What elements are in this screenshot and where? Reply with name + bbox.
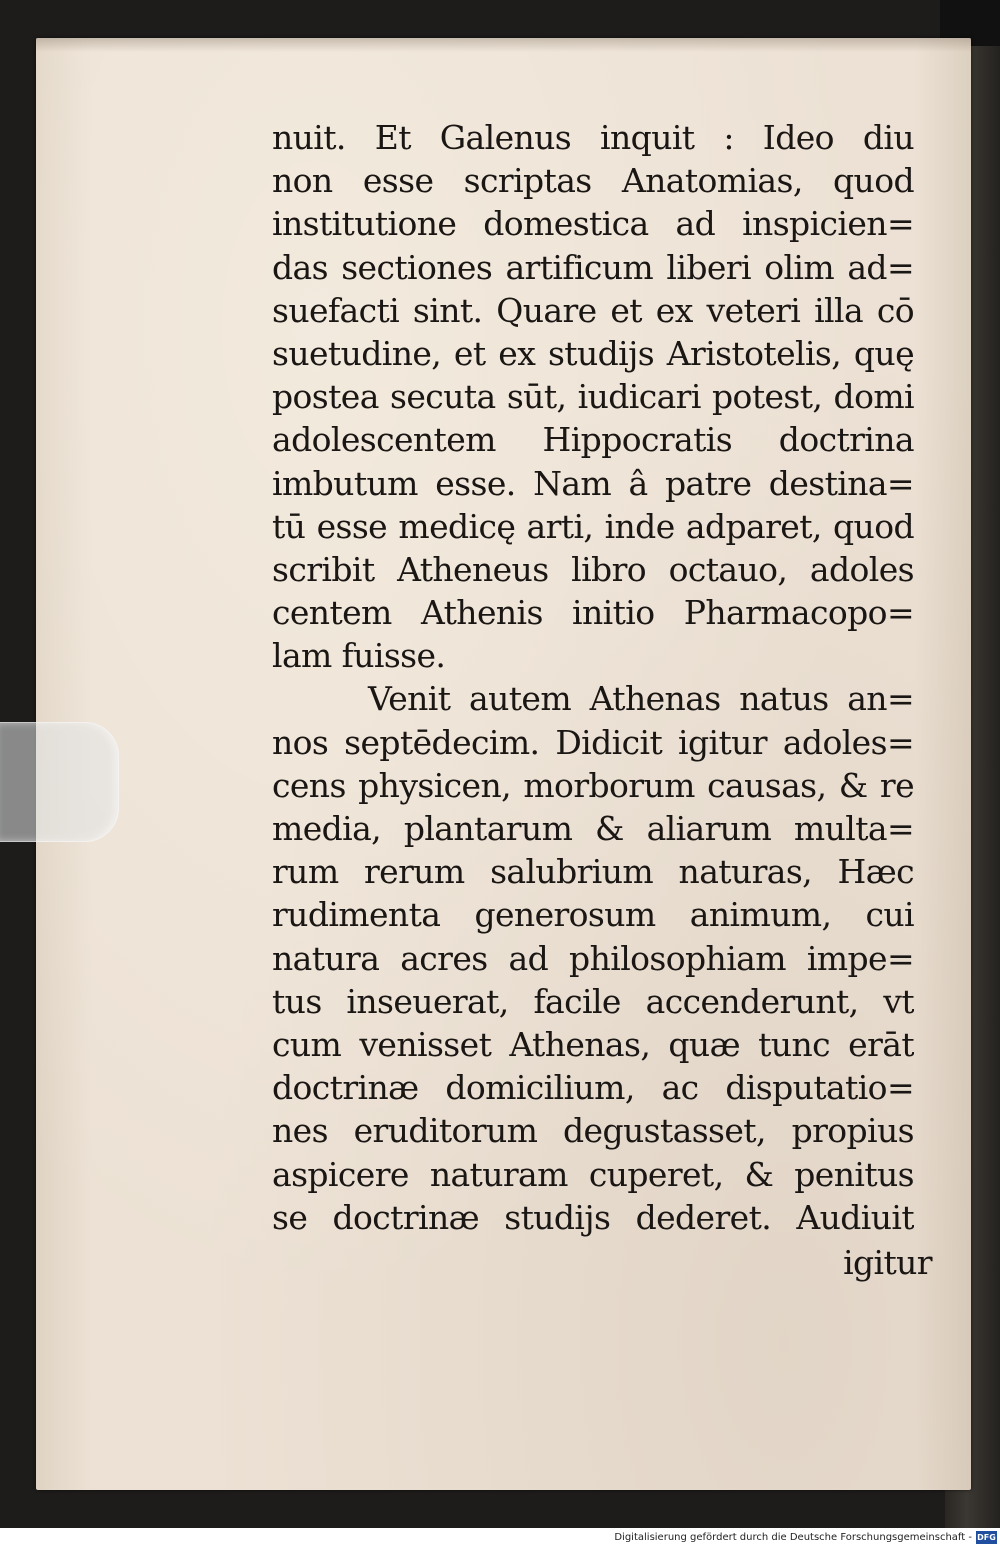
text-line: nes eruditorum degustasset, propius bbox=[272, 1111, 914, 1151]
text-line: cum venisset Athenas, quæ tunc erāt bbox=[272, 1024, 914, 1064]
text-line: centem Athenis initio Pharmacopo= bbox=[272, 593, 914, 633]
text-line: nuit. Et Galenus inquit : Ideo diu bbox=[272, 118, 914, 157]
text-line: se doctrinæ studijs dederet. Audiuit bbox=[272, 1197, 914, 1237]
text-line: tū esse medicę arti, inde adparet, quod bbox=[272, 506, 914, 546]
paragraph-start-line: Venit autem Athenas natus an= bbox=[368, 679, 914, 719]
text-line: institutione domestica ad inspicien= bbox=[272, 204, 914, 244]
text-line: nos septēdecim. Didicit igitur adoles= bbox=[272, 722, 914, 762]
text-line: doctrinæ domicilium, ac disputatio= bbox=[272, 1068, 914, 1108]
text-line: imbutum esse. Nam â patre destina= bbox=[272, 463, 914, 503]
text-line: tus inseuerat, facile accenderunt, vt bbox=[272, 981, 914, 1021]
text-line: rudimenta generosum animum, cui bbox=[272, 895, 914, 935]
text-line: postea secuta sūt, iudicari potest, domi bbox=[272, 377, 914, 417]
text-line: suetudine, et ex studijs Aristotelis, quę bbox=[272, 333, 914, 373]
catchword: igitur bbox=[843, 1243, 932, 1282]
text-line: cens physicen, morborum causas, & re bbox=[272, 765, 914, 805]
text-line: suefacti sint. Quare et ex veteri illa cō bbox=[272, 290, 914, 330]
text-line: lam fuisse. bbox=[272, 636, 446, 676]
text-line: aspicere naturam cuperet, & penitus bbox=[272, 1154, 914, 1194]
text-line: media, plantarum & aliarum multa= bbox=[272, 809, 914, 848]
funding-credit: Digitalisierung gefördert durch die Deutsche Forschungsgemeinschaft - bbox=[614, 1532, 972, 1543]
text-line: das sectiones artificum liberi olim ad= bbox=[272, 247, 914, 287]
bookmark-clip bbox=[0, 722, 119, 842]
text-line: adolescentem Hippocratis doctrina bbox=[272, 420, 914, 460]
dfg-logo: DFG bbox=[977, 1533, 996, 1542]
text-line: rum rerum salubrium naturas, Hæc bbox=[272, 852, 914, 892]
page-top-shadow bbox=[36, 38, 971, 52]
text-line: natura acres ad philosophiam impe= bbox=[272, 938, 914, 978]
text-line: scribit Atheneus libro octauo, adoles bbox=[272, 549, 914, 589]
text-line: non esse scriptas Anatomias, quod bbox=[272, 161, 914, 201]
page-text bbox=[272, 116, 914, 1239]
